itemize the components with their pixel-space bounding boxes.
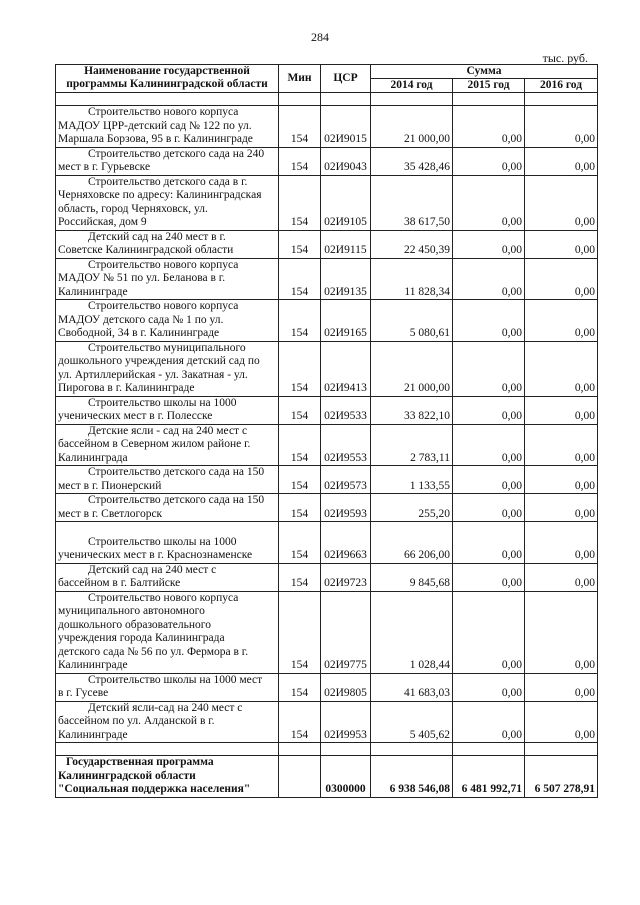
page-number: 284 bbox=[311, 30, 329, 44]
row-min: 154 bbox=[279, 300, 321, 342]
row-2014: 5 405,62 bbox=[371, 701, 453, 743]
total-name: Государственная программа Калининградской области "Социальная поддержка населения" bbox=[56, 756, 279, 798]
row-2015: 0,00 bbox=[453, 175, 525, 230]
row-name: Строительство нового корпуса МАДОУ детского сада № 1 по ул. Свободной, 34 в г. Калининграде bbox=[56, 300, 279, 342]
row-2015: 0,00 bbox=[453, 701, 525, 743]
row-name: Строительство школы на 1000 ученических мест в г. Краснознаменске bbox=[56, 522, 279, 564]
row-2016: 0,00 bbox=[525, 494, 598, 522]
row-2016: 0,00 bbox=[525, 701, 598, 743]
row-name: Строительство муниципального дошкольного учреждения детский сад по ул. Артиллерийская - ул. Закатная - ул. Пирогова в г. Калининграде bbox=[56, 341, 279, 396]
table-row bbox=[56, 106, 598, 148]
row-2016: 0,00 bbox=[525, 341, 598, 396]
spacer-cell bbox=[56, 743, 279, 756]
table-row bbox=[56, 522, 598, 564]
spacer-row bbox=[56, 93, 598, 106]
spacer-cell bbox=[279, 743, 321, 756]
row-csr: 02И9663 bbox=[321, 522, 371, 564]
row-2016: 0,00 bbox=[525, 673, 598, 701]
table-row bbox=[56, 175, 598, 230]
row-min: 154 bbox=[279, 466, 321, 494]
row-2016: 0,00 bbox=[525, 466, 598, 494]
header-name: Наименование государственной программы Калининградской области bbox=[56, 65, 279, 93]
row-2015: 0,00 bbox=[453, 466, 525, 494]
row-name: Строительство нового корпуса МАДОУ ЦРР-детский сад № 122 по ул. Маршала Борзова, 95 в г. Калининграде bbox=[56, 106, 279, 148]
total-csr: 0300000 bbox=[321, 756, 371, 798]
total-row bbox=[56, 756, 598, 798]
row-2015: 0,00 bbox=[453, 563, 525, 591]
row-csr: 02И9165 bbox=[321, 300, 371, 342]
row-2015: 0,00 bbox=[453, 424, 525, 466]
header-2014: 2014 год bbox=[371, 79, 453, 93]
row-name: Детский сад на 240 мест в г. Советске Калининградской области bbox=[56, 230, 279, 258]
row-2014: 2 783,11 bbox=[371, 424, 453, 466]
row-min: 154 bbox=[279, 424, 321, 466]
row-2014: 22 450,39 bbox=[371, 230, 453, 258]
row-2014: 5 080,61 bbox=[371, 300, 453, 342]
spacer-row bbox=[56, 743, 598, 756]
row-csr: 02И9953 bbox=[321, 701, 371, 743]
header-2016: 2016 год bbox=[525, 79, 598, 93]
units-label: тыс. руб. bbox=[542, 51, 588, 65]
table-row bbox=[56, 494, 598, 522]
row-2016: 0,00 bbox=[525, 563, 598, 591]
row-2014: 1 133,55 bbox=[371, 466, 453, 494]
row-name: Детский ясли-сад на 240 мест с бассейном по ул. Алданской в г. Калининграде bbox=[56, 701, 279, 743]
header-min: Мин bbox=[279, 65, 321, 93]
row-2016: 0,00 bbox=[525, 396, 598, 424]
spacer-cell bbox=[525, 743, 598, 756]
table-row bbox=[56, 300, 598, 342]
row-csr: 02И9593 bbox=[321, 494, 371, 522]
budget-table bbox=[55, 64, 598, 798]
row-2014: 41 683,03 bbox=[371, 673, 453, 701]
row-2015: 0,00 bbox=[453, 673, 525, 701]
row-csr: 02И9115 bbox=[321, 230, 371, 258]
row-csr: 02И9413 bbox=[321, 341, 371, 396]
row-name: Строительство детского сада в г. Черняховске по адресу: Калининградская область, город Черняховск, ул. Российская, дом 9 bbox=[56, 175, 279, 230]
table-row bbox=[56, 341, 598, 396]
row-csr: 02И9105 bbox=[321, 175, 371, 230]
header-sum: Сумма bbox=[371, 65, 598, 79]
row-name: Строительство школы на 1000 ученических мест в г. Полесске bbox=[56, 396, 279, 424]
row-min: 154 bbox=[279, 230, 321, 258]
row-2015: 0,00 bbox=[453, 494, 525, 522]
row-2016: 0,00 bbox=[525, 258, 598, 300]
row-csr: 02И9723 bbox=[321, 563, 371, 591]
row-2015: 0,00 bbox=[453, 396, 525, 424]
row-csr: 02И9015 bbox=[321, 106, 371, 148]
row-min: 154 bbox=[279, 522, 321, 564]
row-2014: 1 028,44 bbox=[371, 591, 453, 673]
row-name: Строительство детского сада на 240 мест в г. Гурьевске bbox=[56, 147, 279, 175]
table-row bbox=[56, 563, 598, 591]
row-2016: 0,00 bbox=[525, 230, 598, 258]
table-row bbox=[56, 396, 598, 424]
total-2016: 6 507 278,91 bbox=[525, 756, 598, 798]
row-min: 154 bbox=[279, 106, 321, 148]
total-2015: 6 481 992,71 bbox=[453, 756, 525, 798]
table-header bbox=[56, 65, 598, 93]
row-2014: 33 822,10 bbox=[371, 396, 453, 424]
row-2015: 0,00 bbox=[453, 106, 525, 148]
row-2015: 0,00 bbox=[453, 341, 525, 396]
spacer-cell bbox=[371, 743, 453, 756]
row-csr: 02И9805 bbox=[321, 673, 371, 701]
row-2014: 21 000,00 bbox=[371, 106, 453, 148]
row-2014: 35 428,46 bbox=[371, 147, 453, 175]
row-2016: 0,00 bbox=[525, 147, 598, 175]
row-name: Строительство нового корпуса муниципального автономного дошкольного образовательного учреждения города Калининграда детского сада № 56 по ул. Фермора в г. Калининграде bbox=[56, 591, 279, 673]
row-2015: 0,00 bbox=[453, 230, 525, 258]
row-name: Строительство детского сада на 150 мест в г. Светлогорск bbox=[56, 494, 279, 522]
table-row bbox=[56, 147, 598, 175]
table-row bbox=[56, 673, 598, 701]
table-row bbox=[56, 258, 598, 300]
row-2016: 0,00 bbox=[525, 106, 598, 148]
row-2016: 0,00 bbox=[525, 175, 598, 230]
row-2015: 0,00 bbox=[453, 591, 525, 673]
row-csr: 02И9043 bbox=[321, 147, 371, 175]
row-csr: 02И9573 bbox=[321, 466, 371, 494]
row-min: 154 bbox=[279, 175, 321, 230]
row-csr: 02И9775 bbox=[321, 591, 371, 673]
row-min: 154 bbox=[279, 258, 321, 300]
table-row bbox=[56, 466, 598, 494]
row-2014: 38 617,50 bbox=[371, 175, 453, 230]
row-2015: 0,00 bbox=[453, 522, 525, 564]
row-csr: 02И9135 bbox=[321, 258, 371, 300]
table-row bbox=[56, 230, 598, 258]
row-min: 154 bbox=[279, 396, 321, 424]
row-2014: 9 845,68 bbox=[371, 563, 453, 591]
row-2014: 11 828,34 bbox=[371, 258, 453, 300]
row-csr: 02И9533 bbox=[321, 396, 371, 424]
table-body bbox=[56, 93, 598, 798]
row-2014: 255,20 bbox=[371, 494, 453, 522]
spacer-cell bbox=[321, 743, 371, 756]
row-2015: 0,00 bbox=[453, 300, 525, 342]
total-2014: 6 938 546,08 bbox=[371, 756, 453, 798]
row-2014: 66 206,00 bbox=[371, 522, 453, 564]
row-min: 154 bbox=[279, 563, 321, 591]
row-min: 154 bbox=[279, 494, 321, 522]
row-2016: 0,00 bbox=[525, 424, 598, 466]
header-2015: 2015 год bbox=[453, 79, 525, 93]
table-row bbox=[56, 591, 598, 673]
total-min bbox=[279, 756, 321, 798]
row-2016: 0,00 bbox=[525, 300, 598, 342]
row-name: Строительство нового корпуса МАДОУ № 51 по ул. Беланова в г. Калининграде bbox=[56, 258, 279, 300]
spacer-cell bbox=[453, 743, 525, 756]
row-2016: 0,00 bbox=[525, 522, 598, 564]
row-min: 154 bbox=[279, 341, 321, 396]
row-2015: 0,00 bbox=[453, 147, 525, 175]
row-2014: 21 000,00 bbox=[371, 341, 453, 396]
table-row bbox=[56, 424, 598, 466]
row-min: 154 bbox=[279, 701, 321, 743]
row-2016: 0,00 bbox=[525, 591, 598, 673]
table-row bbox=[56, 701, 598, 743]
row-min: 154 bbox=[279, 673, 321, 701]
row-2015: 0,00 bbox=[453, 258, 525, 300]
row-csr: 02И9553 bbox=[321, 424, 371, 466]
row-name: Детские ясли - сад на 240 мест с бассейном в Северном жилом районе г. Калининграда bbox=[56, 424, 279, 466]
row-name: Детский сад на 240 мест с бассейном в г. Балтийске bbox=[56, 563, 279, 591]
row-min: 154 bbox=[279, 591, 321, 673]
row-min: 154 bbox=[279, 147, 321, 175]
header-csr: ЦСР bbox=[321, 65, 371, 93]
row-name: Строительство школы на 1000 мест в г. Гусеве bbox=[56, 673, 279, 701]
row-name: Строительство детского сада на 150 мест в г. Пионерский bbox=[56, 466, 279, 494]
